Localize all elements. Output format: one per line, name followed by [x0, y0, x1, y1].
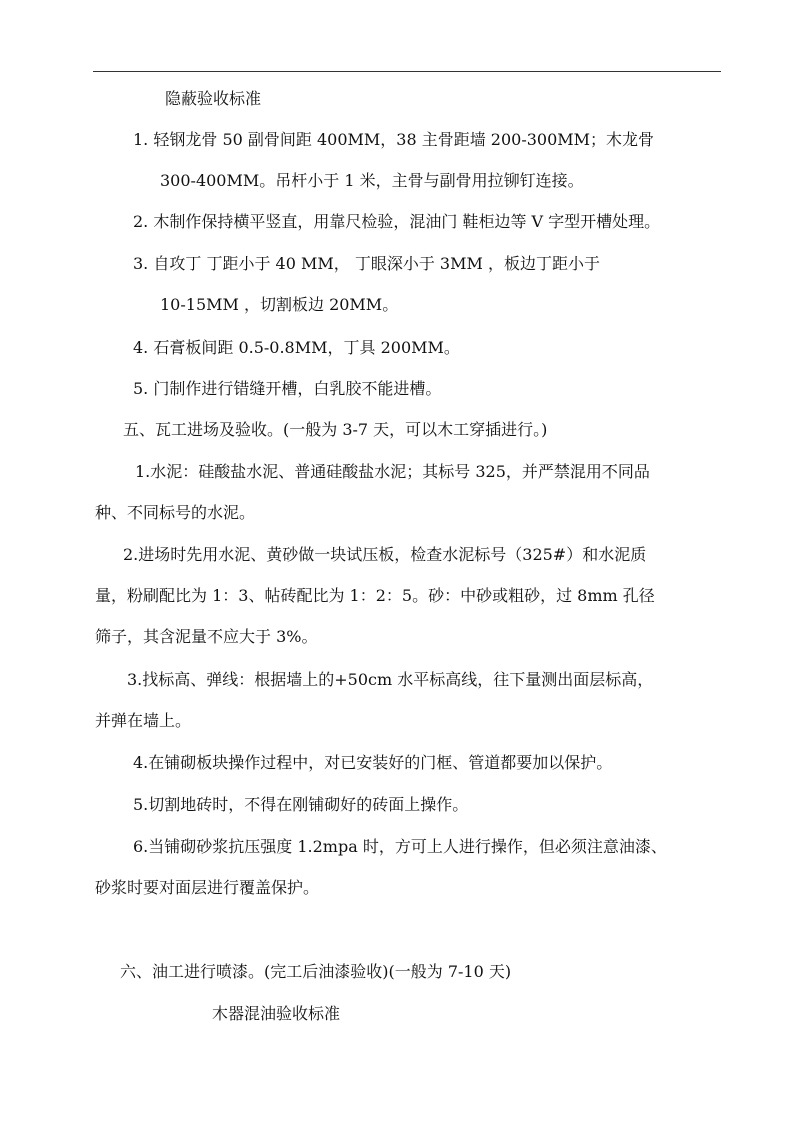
- tile-item-2-line-2: 量，粉刷配比为 1：3、帖砖配比为 1：2：5。砂：中砂或粗砂，过 8mm 孔径: [95, 586, 655, 605]
- tile-item-3-line-1: 3.找标高、弹线：根据墙上的+50cm 水平标高线，往下量测出面层标高，: [127, 670, 654, 689]
- concealed-item-4-line-1: 4. 石膏板间距 0.5-0.8MM，丁具 200MM。: [133, 338, 460, 357]
- tile-item-4-line-1: 4.在铺砌板块操作过程中，对已安装好的门框、管道都要加以保护。: [133, 753, 613, 772]
- tile-item-6-line-1: 6.当铺砌砂浆抗压强度 1.2mpa 时，方可上人进行操作，但必须注意油漆、: [133, 837, 667, 856]
- concealed-heading: 隐蔽验收标准: [165, 89, 262, 108]
- tile-item-3-line-2: 并弹在墙上。: [95, 711, 192, 730]
- tile-item-1-line-1: 1.水泥：硅酸盐水泥、普通硅酸盐水泥；其标号 325，并严禁混用不同品: [135, 462, 650, 481]
- tile-item-6-line-2: 砂浆时要对面层进行覆盖保护。: [95, 878, 320, 897]
- tile-item-2-line-3: 筛子，其含泥量不应大于 3%。: [95, 627, 318, 646]
- concealed-item-3-line-1: 3. 自攻丁 丁距小于 40 MM， 丁眼深小于 3MM ，板边丁距小于: [133, 254, 600, 273]
- concealed-item-5-line-1: 5. 门制作进行错缝开槽，白乳胶不能进槽。: [133, 379, 442, 398]
- paint-heading: 六、油工进行喷漆。(完工后油漆验收)(一般为 7-10 天): [120, 962, 512, 981]
- tile-item-5-line-1: 5.切割地砖时，不得在刚铺砌好的砖面上操作。: [133, 795, 469, 814]
- tile-item-1-line-2: 种、不同标号的水泥。: [95, 503, 256, 522]
- paint-subheading: 木器混油验收标准: [212, 1004, 341, 1023]
- concealed-item-1-line-1: 1. 轻钢龙骨 50 副骨间距 400MM，38 主骨距墙 200-300MM；木龙骨: [133, 130, 655, 149]
- concealed-item-3-line-2: 10-15MM ，切割板边 20MM。: [160, 295, 399, 314]
- concealed-item-2-line-1: 2. 木制作保持横平竖直，用靠尺检验，混油门 鞋柜边等 V 字型开槽处理。: [133, 212, 661, 231]
- concealed-item-1-line-2: 300-400MM。吊杆小于 1 米，主骨与副骨用拉铆钉连接。: [160, 171, 584, 190]
- tile-heading: 五、瓦工进场及验收。(一般为 3-7 天，可以木工穿插进行。): [123, 420, 548, 439]
- header-rule: [93, 71, 721, 72]
- tile-item-2-line-1: 2.进场时先用水泥、黄砂做一块试压板，检查水泥标号（325#）和水泥质: [123, 545, 647, 564]
